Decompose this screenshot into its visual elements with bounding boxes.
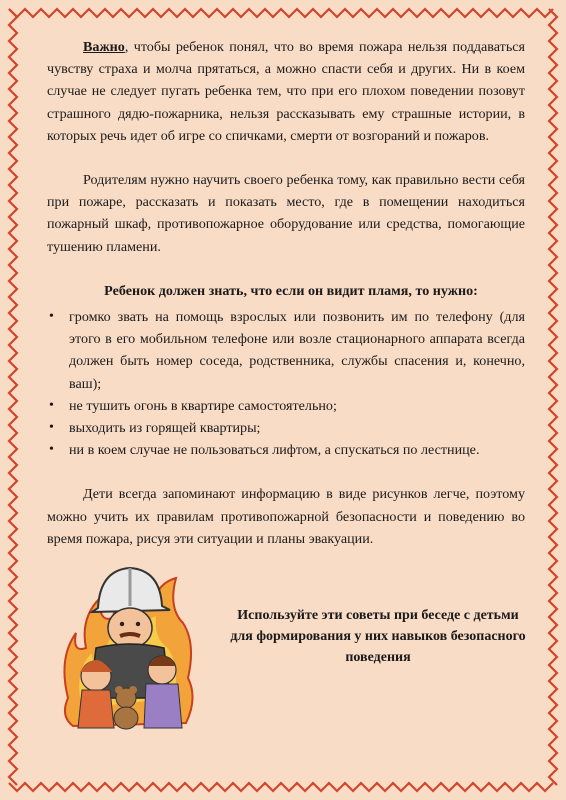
paragraph-important-text: , чтобы ребенок понял, что во время пожара нельзя поддаваться чувству страха и молча прятаться, а можно спасти себя и других. Ни в коем случае не следует пугать ребенка тем, что при его плохом поведении позовут страшного дядю-пожарника, нельзя рассказывать ему страшные истории, в которых речь идет об игре со спичками, смерти от возгораний и пожаров. <box>47 39 525 144</box>
bullet-list <box>47 306 525 461</box>
main-text <box>47 36 525 550</box>
important-word: Важно <box>83 39 125 55</box>
paragraph-parents: Родителям нужно научить своего ребенка тому, как правильно вести себя при пожаре, рассказать и показать место, где в помещении находиться пожарный шкаф, противопожарное оборудование или средства, помогающие тушению пламени. <box>47 172 525 255</box>
zigzag-border-segment <box>549 9 557 785</box>
bullet-icon: • <box>49 309 54 325</box>
zigzag-border-segment <box>9 783 553 791</box>
list-item: • громко звать на помощь взрослых или позвонить им по телефону (для этого в его мобильном телефоне или возле стационарного аппарата всегда должен быть номер соседа, родственника, службы спасения и, конечно, ваш); <box>47 306 525 395</box>
list-item: • не тушить огонь в квартире самостоятельно; <box>47 395 525 417</box>
bullet-icon: • <box>49 397 54 413</box>
bullet-icon: • <box>49 442 54 458</box>
list-item: • выходить из горящей квартиры; <box>47 417 525 439</box>
list-item: • ни в коем случае не пользоваться лифтом, а спускаться по лестнице. <box>47 439 525 461</box>
paragraph-drawings: Дети всегда запоминают информацию в виде рисунков легче, поэтому можно учить их правилам противопожарной безопасности и поведению во время пожара, рисуя эти ситуации и планы эвакуации. <box>47 486 525 547</box>
footer-note: Используйте эти советы при беседе с детьми для формирования у них навыков безопасного поведения <box>230 608 526 665</box>
firefighter-with-children-icon <box>58 548 198 738</box>
section-heading: Ребенок должен знать, что если он видит пламя, то нужно: <box>104 282 478 299</box>
bullet-icon: • <box>49 420 54 436</box>
zigzag-border-segment <box>9 9 553 17</box>
zigzag-border-segment <box>9 9 17 785</box>
paragraph-important <box>47 36 525 147</box>
